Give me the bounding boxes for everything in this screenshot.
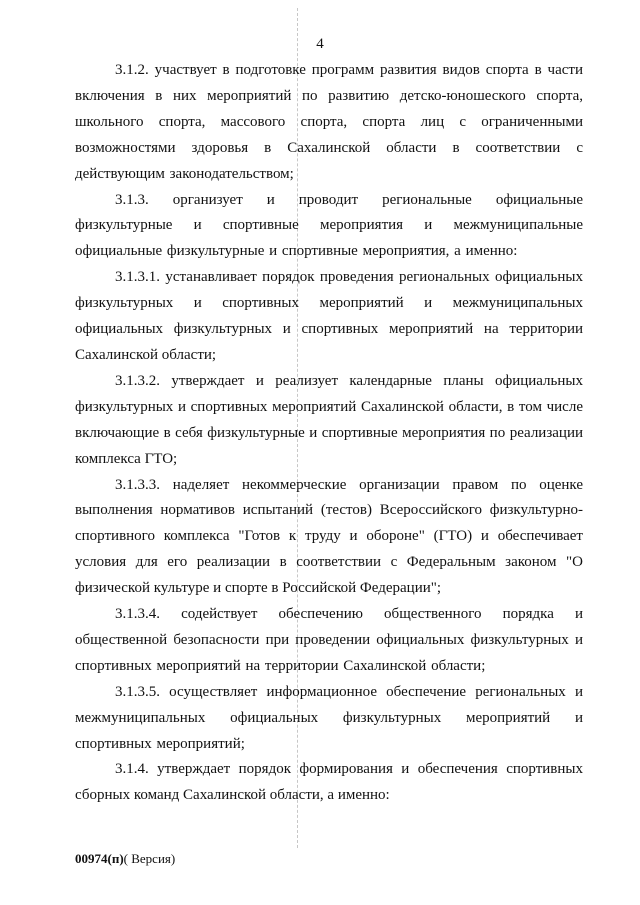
paragraph-3-1-3-5: 3.1.3.5. осуществляет информационное обеспечение региональных и межмуниципальных официальных физкультурных мероприятий и спортивных мероприятий;	[75, 683, 583, 752]
document-footer	[75, 851, 175, 867]
document-body	[75, 58, 583, 809]
paragraph-3-1-3-2: 3.1.3.2. утверждает и реализует календарные планы официальных физкультурных и спортивных мероприятий Сахалинской области, в том числе включающие в себя физкультурные и спортивные мероприятия по реализации комплекса ГТО;	[75, 372, 583, 467]
page-number: 4	[316, 36, 324, 52]
paragraph-3-1-3-1: 3.1.3.1. устанавливает порядок проведения региональных официальных физкультурных и спортивных мероприятий и межмуниципальных официальных физкультурных и спортивных мероприятий на территории Сахалинской области;	[75, 269, 583, 363]
document-version: ( Версия)	[123, 851, 176, 866]
paragraph-3-1-3-3: 3.1.3.3. наделяет некоммерческие организации правом по оценке выполнения нормативов испытаний (тестов) Всероссийского физкультурно-спортивного комплекса "Готов к труду и обороне" (ГТО) и обеспечивает условия для его реализации в соответствии с Федеральным законом "О физической культуре и спорте в Российской Федерации";	[75, 476, 583, 597]
paragraph-3-1-4: 3.1.4. утверждает порядок формирования и обеспечения спортивных сборных команд Сахалинской области, а именно:	[75, 761, 583, 804]
paragraph-3-1-3: 3.1.3. организует и проводит региональные официальные физкультурные и спортивные мероприятия и межмуниципальные официальные физкультурные и спортивные мероприятия, а именно:	[75, 191, 583, 260]
document-code: 00974(п)	[75, 851, 124, 866]
paragraph-3-1-2: 3.1.2. участвует в подготовке программ развития видов спорта в части включения в них мероприятий по развитию детско-юношеского спорта, школьного спорта, массового спорта, спорта лиц с ограниченными возможностями здоровья в Сахалинской области в соответствии с действующим законодательством;	[75, 62, 583, 182]
paragraph-3-1-3-4: 3.1.3.4. содействует обеспечению общественного порядка и общественной безопасности при проведении официальных физкультурных и спортивных мероприятий на территории Сахалинской области;	[75, 606, 583, 674]
